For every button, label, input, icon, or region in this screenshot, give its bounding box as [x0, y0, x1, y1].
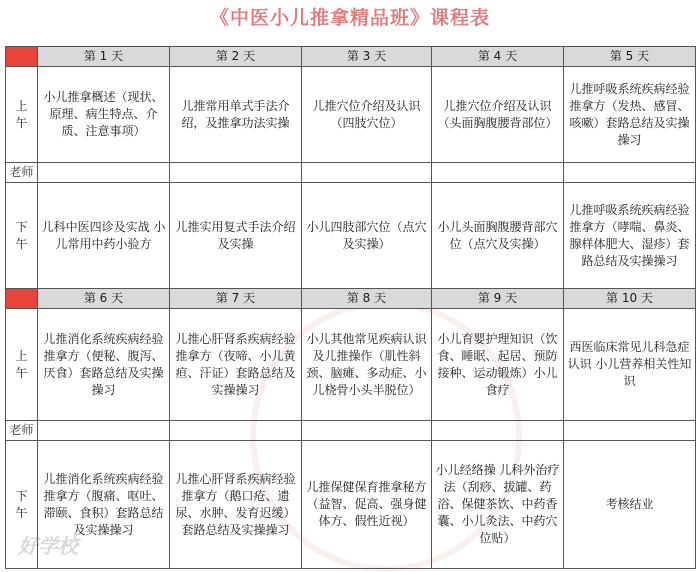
schedule-cell: 儿推常用单式手法介绍，及推拿功法实操	[170, 67, 302, 163]
teacher-cell	[38, 421, 170, 441]
schedule-cell: 小儿推拿概述（现状、原理、病生特点、介质、注意事项）	[38, 67, 170, 163]
schedule-cell: 儿推消化系统疾病经验推拿方（腹痛、呕吐、滞颐、食积）套路总结及实操操习	[38, 441, 170, 569]
site-logo: 好学校	[18, 534, 78, 558]
teacher-cell	[302, 421, 432, 441]
schedule-cell: 儿推心肝肾系疾病经验推拿方（夜啼、小儿黄疸、汗证）套路总结及实操操习	[170, 309, 302, 421]
teacher-label: 老师	[6, 421, 38, 441]
week1-teacher-row	[6, 163, 696, 183]
schedule-cell: 考核结业	[564, 441, 696, 569]
afternoon-label: 下 午	[6, 441, 38, 569]
schedule-cell: 儿推穴位介绍及认识（四肢穴位）	[302, 67, 432, 163]
teacher-label: 老师	[6, 163, 38, 183]
schedule-cell: 西医临床常见儿科急症认识 小儿营养相关性知识	[564, 309, 696, 421]
teacher-cell	[564, 421, 696, 441]
morning-label: 上 午	[6, 309, 38, 421]
day-header: 第 5 天	[564, 47, 696, 67]
teacher-cell	[564, 163, 696, 183]
schedule-cell: 小儿其他常见疾病认识及儿推操作（肌性斜颈、脑瘫、多动症、小儿桡骨小头半脱位）	[302, 309, 432, 421]
page-title: 《中医小儿推拿精品班》课程表	[209, 7, 490, 29]
schedule-table	[5, 46, 696, 569]
teacher-cell	[302, 163, 432, 183]
schedule-cell: 儿推呼吸系统疾病经验推拿方（发热、感冒、咳嗽）套路总结及实操操习	[564, 67, 696, 163]
teacher-cell	[170, 163, 302, 183]
teacher-cell	[38, 163, 170, 183]
week2-morning-row	[6, 309, 696, 421]
week1-header-row	[6, 47, 696, 67]
day-header: 第 10 天	[564, 289, 696, 309]
week2-teacher-row	[6, 421, 696, 441]
teacher-cell	[170, 421, 302, 441]
teacher-cell	[432, 163, 564, 183]
week2-header-row	[6, 289, 696, 309]
day-header: 第 6 天	[38, 289, 170, 309]
teacher-cell	[432, 421, 564, 441]
schedule-cell: 儿推呼吸系统疾病经验推拿方（哮喘、鼻炎、腺样体肥大、湿疹）套路总结及实操操习	[564, 183, 696, 289]
schedule-cell: 儿推心肝肾系疾病经验推拿方（鹅口疮、遗尿、水肿、发育迟缓）套路总结及实操操习	[170, 441, 302, 569]
morning-label: 上 午	[6, 67, 38, 163]
schedule-cell: 儿推穴位介绍及认识（头面胸腹腰背部位）	[432, 67, 564, 163]
day-header: 第 1 天	[38, 47, 170, 67]
schedule-cell: 儿科中医四诊及实战 小儿常用中药小验方	[38, 183, 170, 289]
day-header: 第 8 天	[302, 289, 432, 309]
schedule-cell: 小儿育婴护理知识（饮食、睡眠、起居、预防接种、运动锻炼）小儿食疗	[432, 309, 564, 421]
day-header: 第 9 天	[432, 289, 564, 309]
schedule-cell: 儿推消化系统疾病经验推拿方（便秘、腹泻、厌食）套路总结及实操操习	[38, 309, 170, 421]
week1-morning-row	[6, 67, 696, 163]
schedule-cell: 小儿头面胸腹腰背部穴位（点穴及实操）	[432, 183, 564, 289]
afternoon-label: 下 午	[6, 183, 38, 289]
schedule-cell: 儿推保健保育推拿秘方（益智、促高、强身健体方、假性近视）	[302, 441, 432, 569]
day-header: 第 7 天	[170, 289, 302, 309]
schedule-cell: 儿推实用复式手法介绍及实操	[170, 183, 302, 289]
schedule-cell: 小儿经络操 儿科外治疗法（刮痧、拔罐、药浴、保健茶饮、中药香囊、小儿灸法、中药穴位贴）	[432, 441, 564, 569]
corner-cell	[6, 47, 38, 67]
corner-cell	[6, 289, 38, 309]
schedule-cell: 小儿四肢部穴位（点穴及实操）	[302, 183, 432, 289]
week2-afternoon-row	[6, 441, 696, 569]
day-header: 第 4 天	[432, 47, 564, 67]
week1-afternoon-row	[6, 183, 696, 289]
day-header: 第 3 天	[302, 47, 432, 67]
day-header: 第 2 天	[170, 47, 302, 67]
